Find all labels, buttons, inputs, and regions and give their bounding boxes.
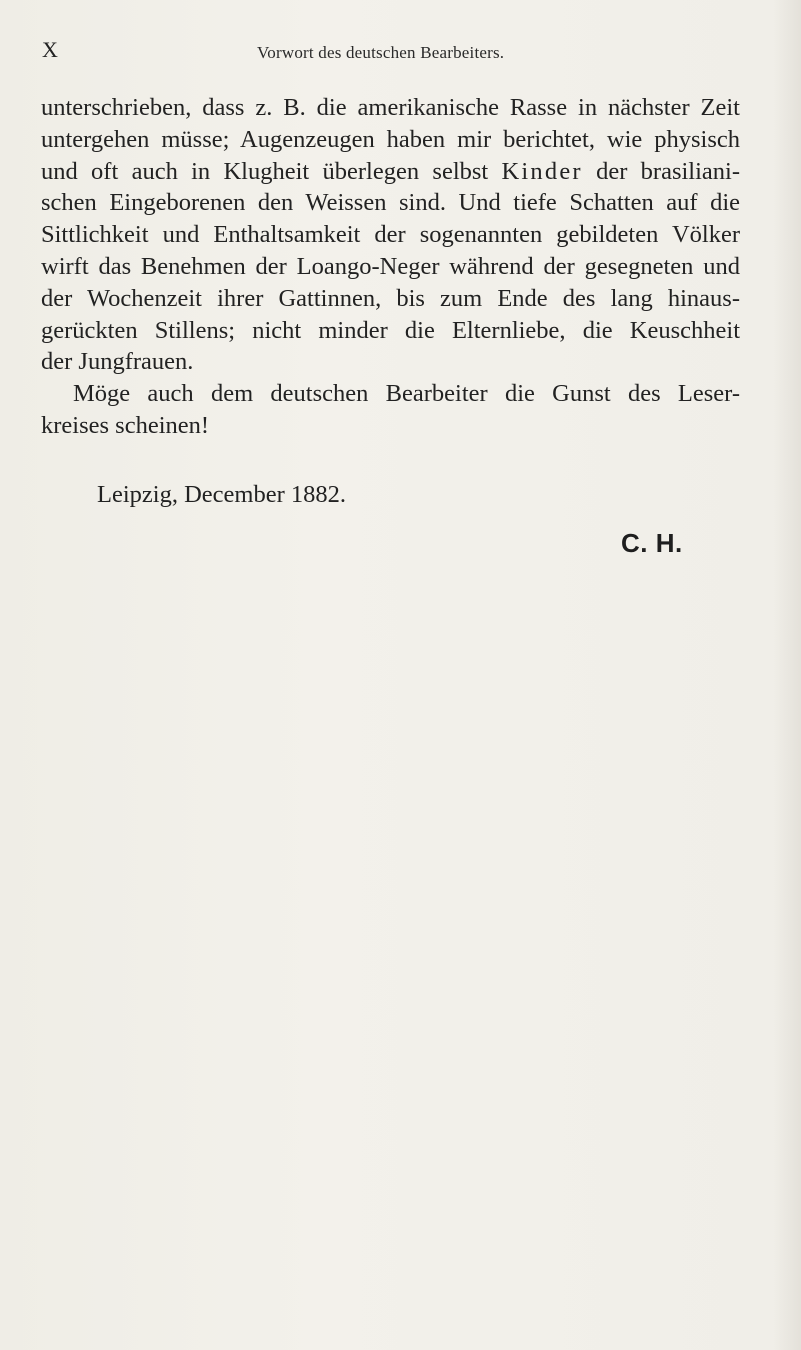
text-line: Möge auch dem deutschen Bearbeiter die Gunst des Leser- bbox=[73, 380, 740, 408]
text-line: schen Eingeborenen den Weissen sind. Und tiefe Schatten auf die bbox=[41, 189, 740, 217]
text-line: der Wochenzeit ihrer Gattinnen, bis zum Ende des lang hinaus- bbox=[41, 284, 740, 312]
text-line: kreises scheinen! bbox=[41, 411, 210, 439]
text-line bbox=[41, 156, 740, 188]
signature-initials: C. H. bbox=[621, 528, 683, 558]
text-line: unterschrieben, dass z. B. die amerikanische Rasse in nächster Zeit bbox=[41, 94, 740, 121]
emphasized-word: Kinder bbox=[501, 157, 583, 185]
text-segment: und oft auch in Klugheit überlegen selbst bbox=[41, 157, 502, 185]
text-line: Sittlichkeit und Enthaltsamkeit der sogenannten gebildeten Völker bbox=[41, 221, 740, 249]
text-line: wirft das Benehmen der Loango-Neger während der gesegneten und bbox=[41, 252, 740, 280]
running-head: Vorwort des deutschen Bearbeiters. bbox=[257, 43, 505, 62]
place-date: Leipzig, December 1882. bbox=[97, 481, 346, 508]
page-number: X bbox=[42, 37, 59, 62]
text-segment: der brasiliani- bbox=[582, 157, 740, 185]
page-edge-shadow bbox=[773, 0, 801, 1350]
text-line: untergehen müsse; Augenzeugen haben mir berichtet, wie physisch bbox=[41, 125, 740, 153]
text-line: der Jungfrauen. bbox=[41, 348, 194, 376]
body-text bbox=[41, 92, 740, 442]
text-line: gerückten Stillens; nicht minder die Elternliebe, die Keuschheit bbox=[41, 316, 740, 344]
